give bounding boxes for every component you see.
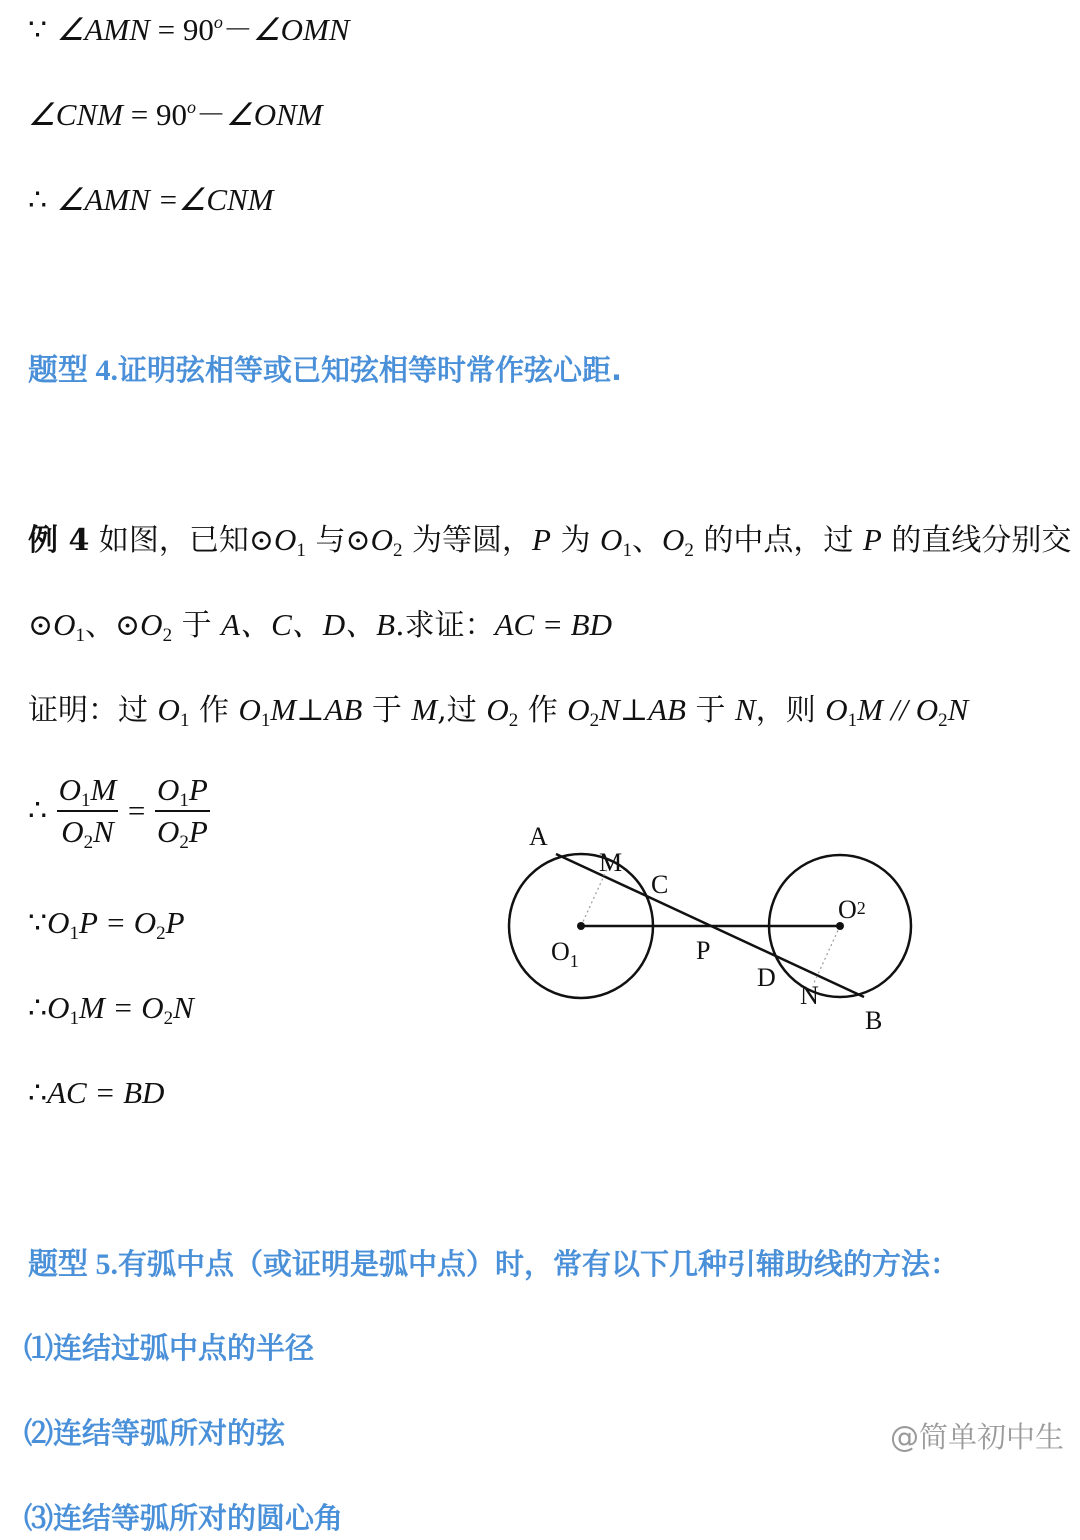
var-o: O: [915, 692, 939, 727]
sub-1: 1: [847, 710, 858, 731]
text-segment: 为: [550, 523, 601, 558]
sub-1: 1: [69, 1008, 79, 1029]
var-o: O: [567, 692, 590, 727]
var-p: P: [165, 905, 185, 940]
angle-equality: ∠AMN =∠CNM: [56, 182, 274, 217]
text-segment: 作: [518, 693, 568, 728]
var-p: P: [188, 814, 208, 849]
var-o: O: [53, 607, 76, 642]
circle-symbol: ⊙: [28, 608, 54, 643]
var-o: O: [58, 772, 82, 807]
item-marker: ⑵: [24, 1416, 54, 1450]
therefore-symbol: ∴: [28, 1076, 48, 1111]
watermark: @简单初中生: [890, 1420, 1065, 1454]
var-m: M: [857, 692, 883, 727]
goal-statement: AC = BD: [494, 607, 612, 642]
var-n: N: [93, 814, 114, 849]
var-o: O: [238, 692, 261, 727]
item-text: 连结等弧所对的圆心角: [53, 1501, 344, 1535]
heading-number: 题型 4.: [28, 354, 118, 387]
item-text: 连结过弧中点的半径: [53, 1331, 315, 1365]
angle-onm: ∠ONM: [225, 97, 323, 132]
therefore-symbol: ∴: [28, 183, 48, 218]
section-heading-type5: [28, 1246, 959, 1283]
var-m: M: [270, 692, 297, 727]
var-o: O: [47, 990, 70, 1025]
sub-2: 2: [392, 540, 403, 561]
label-c: C: [651, 870, 669, 899]
perp-symbol: ⊥: [619, 693, 649, 728]
heading-title: 证明弦相等或已知弦相等时常作弦心距.: [118, 353, 623, 387]
var-n: N: [173, 990, 194, 1025]
text-segment: .求证：: [395, 608, 495, 643]
var-o: O: [61, 814, 84, 849]
var-n: N: [735, 692, 756, 727]
method-item-2: [24, 1415, 285, 1451]
method-item-1: [24, 1330, 314, 1366]
circle-symbol: ⊙: [115, 608, 141, 643]
var-o: O: [156, 814, 180, 849]
var-o: O: [156, 772, 180, 807]
var-o: O: [47, 905, 70, 940]
therefore-symbol: ∴: [28, 991, 48, 1026]
sub-2: 2: [162, 625, 173, 646]
heading-title: 有弧中点（或证明是弧中点）时，常有以下几种引辅助线的方法：: [118, 1247, 960, 1281]
sub-1: 1: [296, 540, 306, 561]
text-segment: ，则: [755, 693, 826, 728]
var-n: N: [947, 692, 969, 727]
sub-1: 1: [75, 625, 86, 646]
var-o: O: [661, 522, 685, 557]
label-o1-letter: O: [551, 937, 570, 966]
text-segment: 、: [631, 523, 662, 558]
var-p: P: [532, 522, 551, 557]
separator: 、: [85, 608, 116, 643]
sub-2: 2: [589, 710, 600, 731]
label-o2-letter: O: [838, 895, 857, 924]
label-o1-sub: 1: [569, 951, 579, 971]
label-p: P: [696, 936, 711, 965]
method-item-3: [24, 1500, 343, 1536]
sub-2: 2: [938, 710, 948, 731]
because-symbol: ∵: [28, 13, 48, 48]
label-m: M: [599, 848, 623, 877]
sub-1: 1: [179, 790, 189, 811]
sub-2: 2: [179, 832, 189, 853]
sub-2: 2: [156, 923, 166, 944]
label-d: D: [757, 963, 776, 992]
text-segment: ,过: [437, 693, 487, 728]
text-segment: 于: [685, 693, 736, 728]
equals-90: = 90: [122, 97, 187, 132]
text-segment: 作: [189, 693, 239, 728]
var-o: O: [370, 522, 393, 557]
sub-1: 1: [69, 923, 79, 944]
var-o: O: [600, 522, 623, 557]
minus-sign: －: [222, 13, 253, 48]
var-ab: AB: [648, 692, 686, 727]
var-o: O: [825, 692, 848, 727]
text-segment: 的中点，过: [693, 523, 863, 558]
degree-mark: o: [186, 97, 196, 117]
angle-omn: ∠OMN: [252, 12, 350, 47]
var-ab: AB: [324, 692, 363, 727]
degree-mark: o: [213, 12, 223, 32]
equation-mid: M = O: [78, 990, 164, 1025]
var-o: O: [140, 607, 163, 642]
angle-amn: ∠AMN: [56, 12, 150, 47]
points-list: A、C、D、B: [221, 607, 396, 642]
sub-2: 2: [83, 832, 94, 853]
label-n: N: [800, 981, 819, 1010]
perp-symbol: ⊥: [296, 693, 325, 728]
sub-2: 2: [163, 1008, 174, 1029]
perpendicular-o2n: [813, 926, 840, 985]
parallel-symbol: //: [882, 692, 916, 727]
text-segment: 如图，已知⊙: [89, 523, 275, 558]
angle-cnm: ∠CNM: [28, 97, 123, 132]
equation-mid: P = O: [78, 905, 157, 940]
center-dot-o1: [577, 922, 585, 930]
sub-1: 1: [260, 710, 271, 731]
therefore-symbol: ∴: [28, 793, 48, 829]
because-symbol: ∵: [28, 906, 48, 941]
text-segment: 与⊙: [305, 523, 371, 558]
var-p: P: [188, 772, 208, 807]
text-segment: 于: [362, 693, 412, 728]
label-a: A: [529, 822, 548, 851]
var-m: M: [90, 772, 117, 807]
equals-sign: =: [127, 793, 146, 828]
text-segment: 的直线分别交: [881, 523, 1072, 558]
sub-1: 1: [81, 790, 91, 811]
minus-sign: －: [195, 98, 226, 133]
sub-1: 1: [179, 710, 190, 731]
label-o2-sub: 2: [856, 898, 866, 918]
text-segment: 为等圆，: [402, 523, 533, 558]
sub-2: 2: [508, 710, 519, 731]
proof-label: 证明：过: [28, 693, 158, 728]
var-o: O: [486, 692, 509, 727]
label-o2: [838, 895, 866, 924]
sub-1: 1: [622, 540, 632, 561]
result-equation: AC = BD: [47, 1075, 165, 1110]
sub-2: 2: [684, 540, 694, 561]
label-b: B: [865, 1006, 883, 1035]
item-marker: ⑴: [24, 1331, 54, 1365]
item-marker: ⑶: [24, 1501, 54, 1535]
heading-number: 题型 5.: [28, 1248, 118, 1281]
item-text: 连结等弧所对的弦: [53, 1416, 286, 1450]
var-o: O: [274, 522, 297, 557]
example-label: 例 4: [28, 523, 90, 558]
var-m: M: [411, 692, 438, 727]
equals-90: = 90: [149, 12, 214, 47]
var-n: N: [599, 692, 620, 727]
text-segment: 于: [172, 608, 222, 643]
var-p: P: [862, 522, 882, 557]
label-o1: [551, 937, 579, 971]
var-o: O: [157, 692, 180, 727]
